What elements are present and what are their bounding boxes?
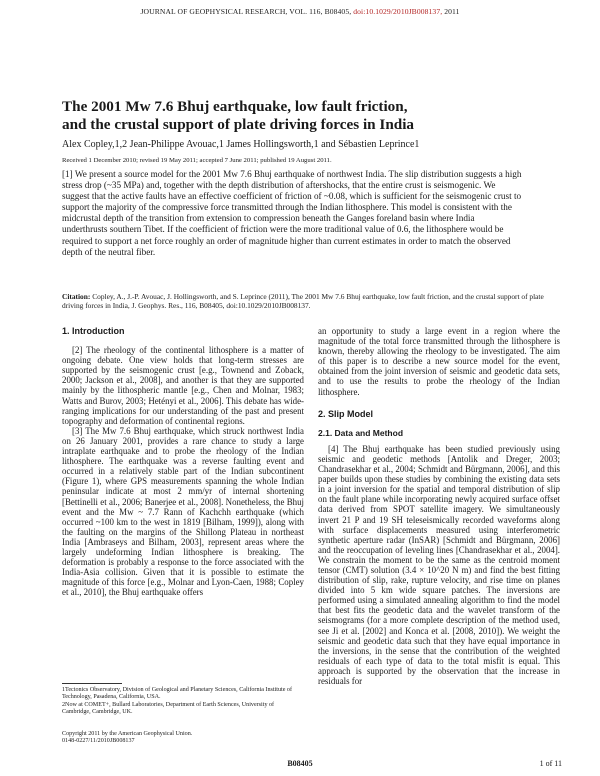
abstract	[62, 169, 522, 258]
citation	[62, 292, 562, 311]
footnotes	[62, 683, 304, 717]
title-line-2: and the crustal support of plate driving forces in India	[62, 116, 415, 133]
journal-year: 2011	[444, 7, 460, 16]
author-list: Alex Copley,1,2 Jean-Philippe Avouac,1 James Hollingsworth,1 and Sébastien Leprince1	[62, 139, 420, 150]
left-column	[62, 326, 304, 597]
citation-text: Copley, A., J.-P. Avouac, J. Hollingsworth, and S. Leprince (2011), The 2001 Mw 7.6 Bhuj earthquake, low fault friction, and the crustal support of plate driving forces in India, J. Geophys. Res., 116, B08405, doi:10.1029/2010JB008137.	[62, 292, 544, 311]
article-title	[62, 98, 542, 134]
section-heading-introduction: 1. Introduction	[62, 326, 125, 336]
paragraph-2: [2] The rheology of the continental lithosphere is a matter of ongoing debate. One view holds that long-term stresses are supported by the seismogenic crust [e.g., Townend and Zoback, 2000; Jackson et al., 2008], and another is that they are supported mainly by the lithospheric mantle [e.g., Chen and Molnar, 1983; Watts and Burov, 2003; Hetényi et al., 2006]. This debate has wide-ranging implications for our understanding of the past and present topography and deformation of continental regions.	[62, 345, 304, 426]
running-head	[0, 7, 600, 16]
footnote-rule	[62, 683, 122, 684]
page-identifier: B08405	[287, 759, 313, 768]
issn-line: 0148-0227/11/2010JB008137	[62, 738, 135, 745]
abstract-text: We present a source model for the 2001 Mw 7.6 Bhuj earthquake of northwest India. The slip distribution suggests a high stress drop (~35 MPa) and, together with the depth distribution of aftershocks, that the entire crust is seismogenic. We suggest that the active faults have an effective coefficient of friction of ~0.08, which is sufficient for the seismogenic crust to support the majority of the compressive force transmitted through the Indian lithosphere. This model is consistent with the midcrustal depth of the transition from extension to compression beneath the Ganges foreland basin where India underthrusts southern Tibet. If the coefficient of friction were the more traditional value of 0.6, the lithosphere would be required to support a net force roughly an order of magnitude higher than current estimates in order to match the observed depth of the neutral fiber.	[62, 169, 522, 257]
footnote-affiliation-1: 1Tectonics Observatory, Division of Geological and Planetary Sciences, California Institute of Technology, Pasadena, California, USA.	[62, 687, 292, 701]
right-column	[318, 326, 560, 686]
abstract-marker: [1]	[62, 169, 73, 179]
copyright-notice	[62, 731, 192, 746]
journal-name: JOURNAL OF GEOPHYSICAL RESEARCH, VOL. 116, B08405,	[140, 7, 352, 16]
footnote-affiliation-2: 2Now at COMET+, Bullard Laboratories, Department of Earth Sciences, University of Cambridge, Cambridge, UK.	[62, 701, 275, 716]
subsection-heading-data-method: 2.1. Data and Method	[318, 427, 404, 438]
section-heading-slip-model: 2. Slip Model	[318, 408, 374, 419]
doi-link[interactable]: doi:10.1029/2010JB008137,	[353, 7, 443, 16]
paragraph-3: [3] The Mw 7.6 Bhuj earthquake, which struck northwest India on 26 January 2001, provides a rare chance to study a large intraplate earthquake and to probe the rheology of the Indian lithosphere. The earthquake was a reverse faulting event and occurred in a relatively stable part of the Indian subcontinent (Figure 1), where GPS measurements spanning the whole Indian peninsular indicate at most 2 mm/yr of internal shortening [Bettinelli et al., 2006; Banerjee et al., 2008]. Nonetheless, the Bhuj event and the Mw ~ 7.7 Rann of Kachchh earthquake (which occurred ~100 km to the west in 1819 [Bilham, 1999]), along with the faulting on the margins of the Shillong Plateau in northeast India [Ambraseys and Bilham, 2003], represent areas where the largely undeforming Indian lithosphere is breaking. The deformation is probably a response to the force associated with the India-Asia collision. Given that it is possible to estimate the magnitude of this force [e.g., Molnar and Lyon-Caen, 1988; Copley et al., 2010], the Bhuj earthquake offers	[62, 425, 304, 598]
paragraph-4: [4] The Bhuj earthquake has been studied previously using seismic and geodetic methods [Antolik and Dreger, 2003; Chandrasekhar et al., 2004; Schmidt and Bürgmann, 2006], and this paper builds upon these studies by combining the existing data sets in a joint inversion for the spatial and temporal distribution of slip on the fault plane while incorporating newly acquired surface offset data derived from SPOT satellite imagery. We simultaneously invert 21 P and 19 SH teleseismically recorded waveforms along with surface displacements measured using interferometric synthetic aperture radar (InSAR) [Schmidt and Bürgmann, 2006] and the reoccupation of leveling lines [Chandrasekhar et al., 2004]. We constrain the moment to be the same as the centroid moment tensor (CMT) solution (3.4 × 10^20 N m) and find the best fitting distribution of slip, rake, rupture velocity, and rise time on planes divided into 5 km wide square patches. The inversions are performed using a simulated annealing algorithm to find the model that best fits the geodetic data and the wavelet transform of the seismograms (for a more complete description of the method used, see Ji et al. [2002] and Konca et al. [2008, 2010]). We weight the seismic and geodetic data such that they have equal importance in the inversions, in the sense that the contribution of the weighted residuals of each type of data to the total misfit is equal. This approach is supported by the observation that the increase in residuals for	[318, 443, 560, 686]
citation-label: Citation:	[62, 292, 91, 301]
received-dates: Received 1 December 2010; revised 19 May 2011; accepted 7 June 2011; published 19 August 2011.	[62, 157, 332, 164]
copyright-line: Copyright 2011 by the American Geophysical Union.	[62, 731, 193, 737]
page-number: 1 of 11	[539, 759, 562, 768]
title-line-1: The 2001 Mw 7.6 Bhuj earthquake, low fault friction,	[62, 98, 408, 115]
paragraph-3-continued: an opportunity to study a large event in a region where the magnitude of the total force transmitted through the lithosphere is known, thereby allowing the rheology to be investigated. The aim of this paper is to describe a new source model for the event, obtained from the joint inversion of seismic and geodetic data sets, and to use the results to probe the rheology of the Indian lithosphere.	[318, 326, 560, 397]
